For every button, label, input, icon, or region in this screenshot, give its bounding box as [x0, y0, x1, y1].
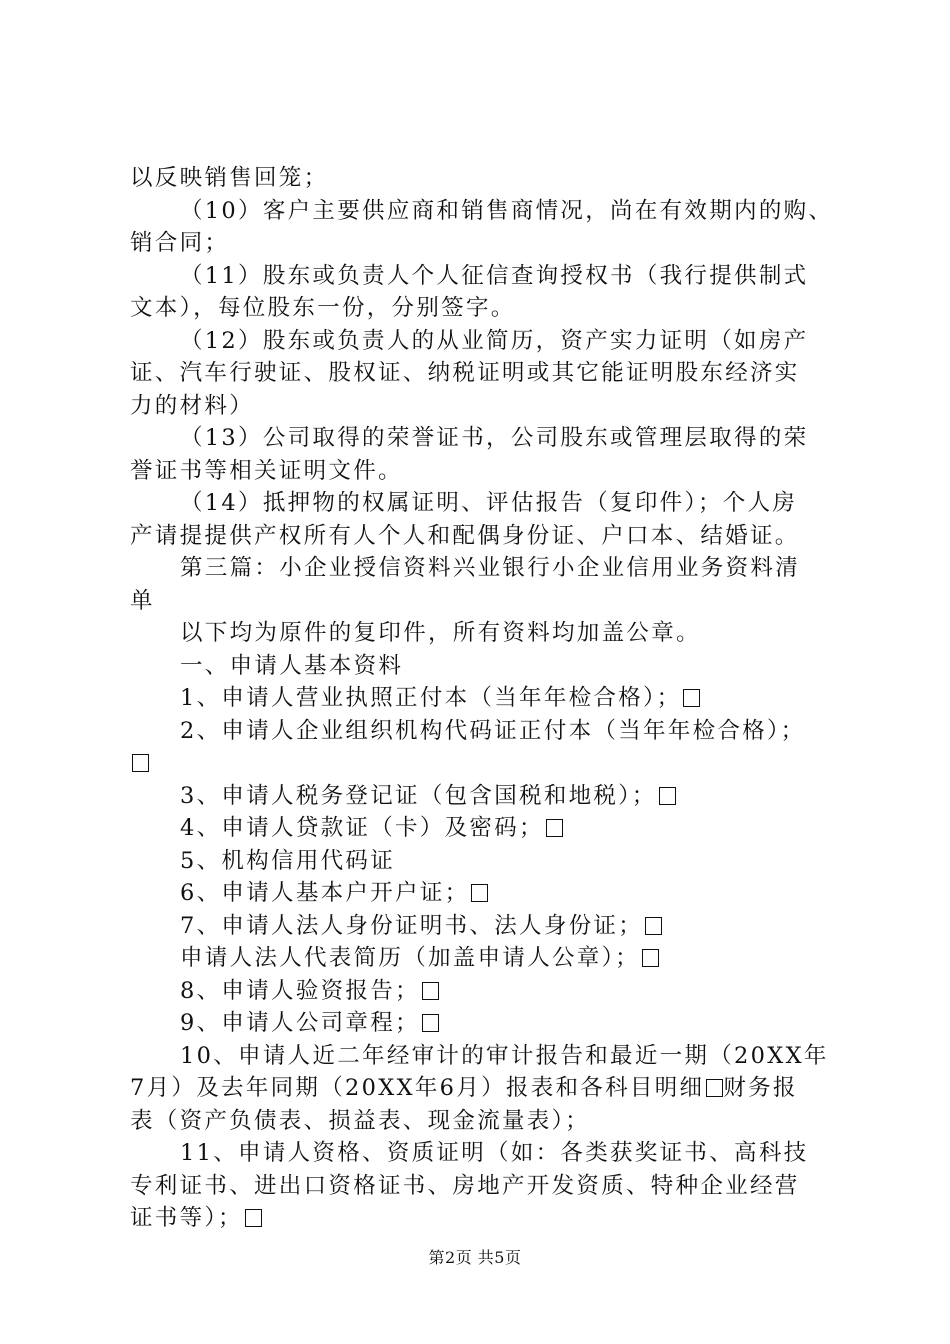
- text-line: [130, 845, 830, 878]
- text-line: [130, 1007, 830, 1040]
- text-line: [130, 942, 830, 975]
- line-text: （14）抵押物的权属证明、评估报告（复印件）；个人房: [180, 490, 798, 516]
- checkbox-icon: [683, 689, 700, 707]
- text-line: [130, 260, 830, 293]
- line-text: 8、申请人验资报告；: [180, 977, 420, 1004]
- text-line: [130, 552, 830, 585]
- text-line: [130, 487, 830, 520]
- line-text: （12）股东或负责人的从业简历，资产实力证明（如房产: [180, 327, 809, 354]
- line-text: 表（资产负债表、损益表、现金流量表）；: [130, 1107, 590, 1134]
- checkbox-icon: [132, 754, 149, 772]
- line-text: 1、申请人营业执照正付本（当年年检合格）；: [180, 685, 682, 711]
- checkbox-icon: [642, 949, 659, 967]
- page-footer: 第2页 共5页: [428, 1248, 522, 1267]
- text-line: [130, 650, 830, 683]
- text-line: [130, 1105, 830, 1138]
- text-line: [130, 910, 830, 943]
- text-line: [130, 617, 830, 650]
- line-text: 证、汽车行驶证、股权证、纳税证明或其它能证明股东经济实: [130, 360, 800, 386]
- text-line: [130, 747, 830, 780]
- checkbox-icon: [422, 982, 439, 1000]
- line-text: 销合同；: [130, 230, 230, 256]
- checkbox-icon: [546, 819, 563, 837]
- line-text: 9、申请人公司章程；: [180, 1010, 420, 1036]
- line-text: 10、申请人近二年经审计的审计报告和最近一期（20XX年: [180, 1042, 829, 1069]
- line-text: 6、申请人基本户开户证；: [180, 880, 470, 906]
- document-body: [130, 162, 834, 1235]
- line-text: 7月）及去年同期（20XX年6月）报表和各科目明细: [130, 1075, 705, 1101]
- text-line: [130, 162, 830, 195]
- line-text: 单: [130, 587, 155, 614]
- text-line: [130, 877, 830, 910]
- line-text: 以反映销售回笼；: [130, 165, 329, 191]
- text-line: [130, 1170, 830, 1203]
- checkbox-icon: [422, 1014, 439, 1032]
- text-line: [130, 455, 830, 488]
- line-text: 一、申请人基本资料: [180, 652, 404, 679]
- checkbox-icon: [659, 787, 676, 805]
- text-line: [130, 520, 830, 553]
- line-text: 文本），每位股东一份，分别签字。: [130, 295, 516, 321]
- text-line: [130, 422, 830, 455]
- line-text-after-box: 财务报: [723, 1075, 798, 1101]
- line-text: 誉证书等相关证明文件。: [130, 457, 403, 484]
- text-line: [130, 975, 830, 1008]
- text-line: [130, 585, 830, 618]
- checkbox-icon: [706, 1079, 723, 1097]
- text-line: [130, 812, 830, 845]
- line-text: （11）股东或负责人个人征信查询授权书（我行提供制式: [180, 262, 809, 289]
- text-line: [130, 227, 830, 260]
- line-text: 申请人法人代表简历（加盖申请人公章）；: [180, 945, 640, 971]
- line-text: 2、申请人企业组织机构代码证正付本（当年年检合格）；: [180, 717, 806, 744]
- text-line: [130, 292, 830, 325]
- checkbox-icon: [245, 1209, 262, 1227]
- line-text: 产请提提供产权所有人个人和配偶身份证、户口本、结婚证。: [130, 522, 800, 549]
- line-text: （10）客户主要供应商和销售商情况，尚在有效期内的购、: [180, 197, 834, 224]
- line-text: 4、申请人贷款证（卡）及密码；: [180, 815, 544, 841]
- text-line: [130, 357, 830, 390]
- text-line: [130, 325, 830, 358]
- text-line: [130, 715, 830, 748]
- line-text: 第三篇：小企业授信资料兴业银行小企业信用业务资料清: [180, 555, 801, 581]
- text-line: [130, 195, 834, 228]
- line-text: 3、申请人税务登记证（包含国税和地税）；: [180, 782, 657, 809]
- text-line: [130, 780, 830, 813]
- text-line: [130, 1072, 830, 1105]
- text-line: [130, 1040, 830, 1073]
- checkbox-icon: [645, 917, 662, 935]
- text-line: [130, 390, 830, 423]
- line-text: 力的材料）: [130, 392, 255, 419]
- line-text: 11、申请人资格、资质证明（如：各类获奖证书、高科技: [180, 1140, 809, 1166]
- text-line: [130, 682, 830, 715]
- line-text: （13）公司取得的荣誉证书，公司股东或管理层取得的荣: [180, 425, 809, 451]
- line-text: 5、机构信用代码证: [180, 847, 396, 874]
- line-text: 证书等）；: [130, 1205, 243, 1231]
- text-line: [130, 1202, 830, 1235]
- checkbox-icon: [471, 884, 488, 902]
- line-text: 以下均为原件的复印件，所有资料均加盖公章。: [180, 620, 701, 646]
- line-text: 7、申请人法人身份证明书、法人身份证；: [180, 912, 644, 939]
- text-line: [130, 1137, 830, 1170]
- line-text: 专利证书、进出口资格证书、房地产开发资质、特种企业经营: [130, 1172, 800, 1199]
